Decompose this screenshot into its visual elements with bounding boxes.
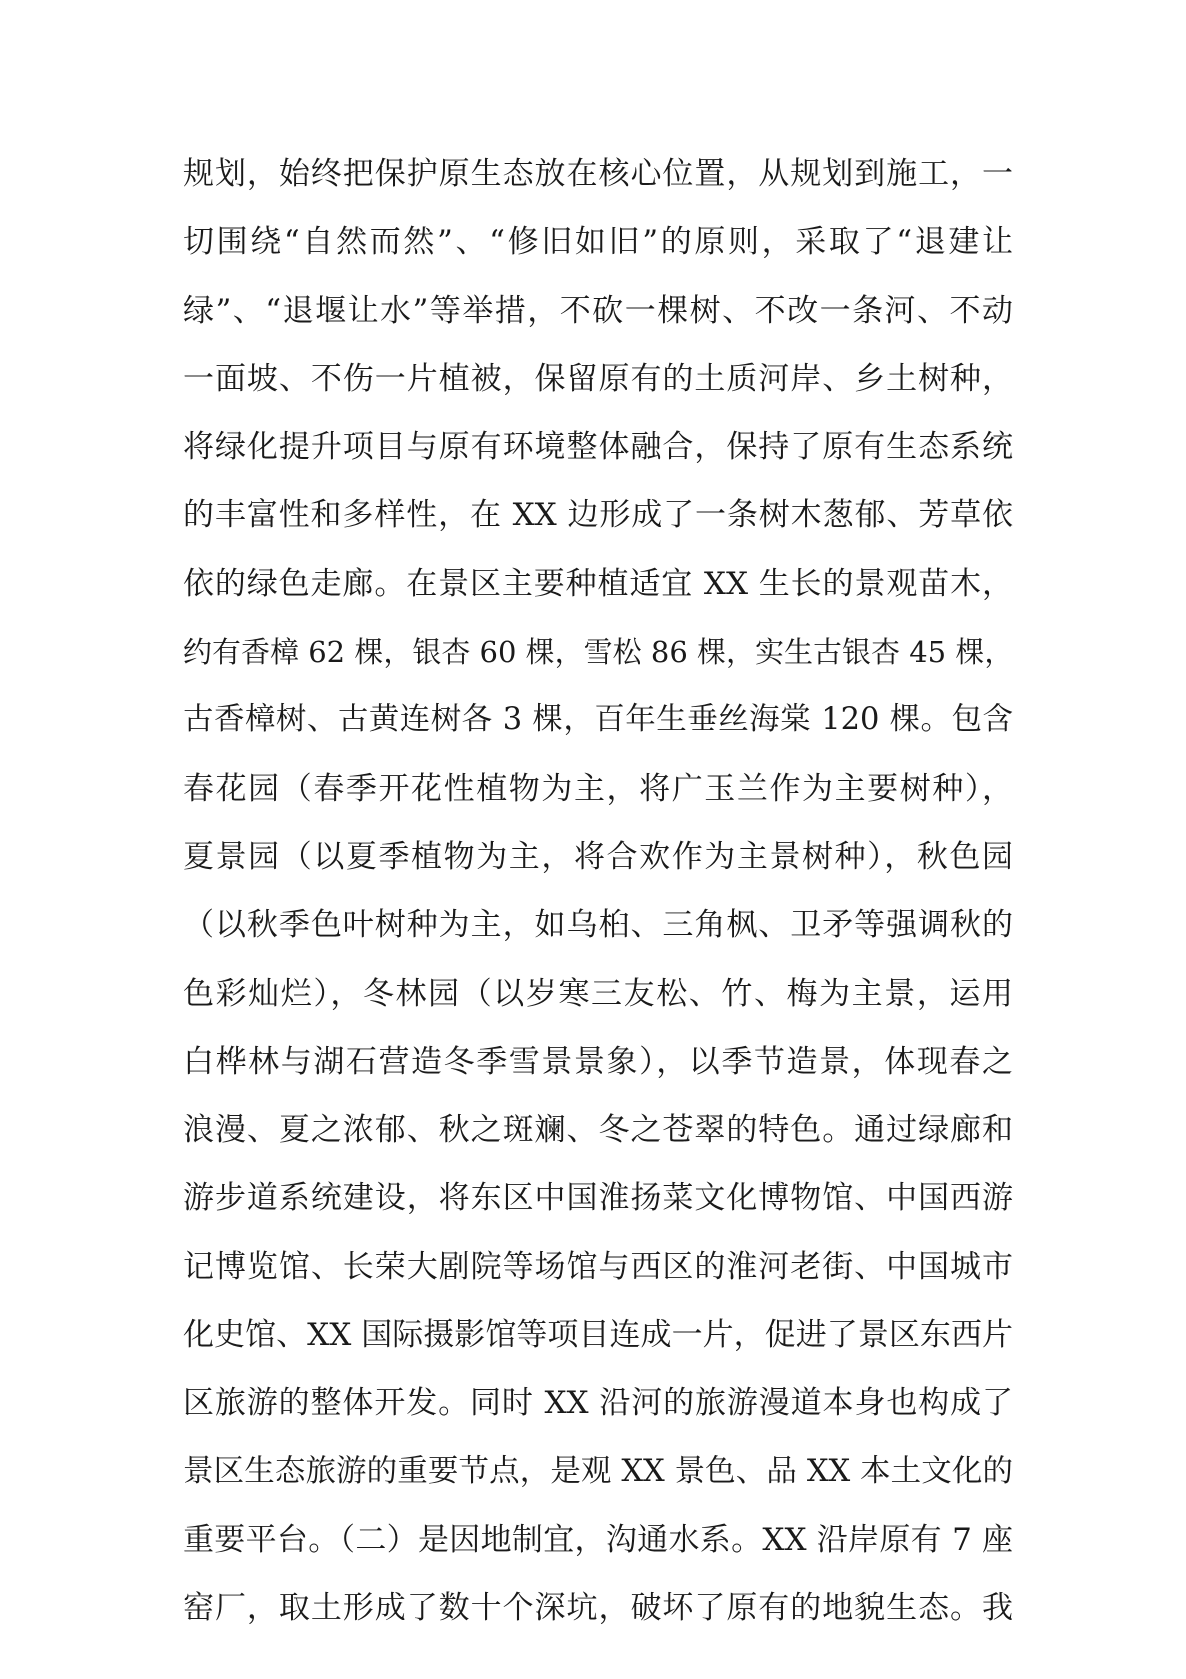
text-line-8: 约有香樟 62 棵，银杏 60 棵，雪松 86 棵，实生古银杏 45 棵， <box>183 635 1014 670</box>
text-line-13: 色彩灿烂），冬林园（以岁寒三友松、竹、梅为主景，运用 <box>183 975 1013 1012</box>
text-line-19: 区旅游的整体开发。同时 XX 沿河的旅游漫道本身也构成了 <box>183 1385 1013 1422</box>
text-line-4: 一面坡、不伤一片植被，保留原有的土质河岸、乡土树种， <box>183 360 1013 397</box>
text-line-22: 窑厂，取土形成了数十个深坑，破坏了原有的地貌生态。我 <box>183 1590 1013 1627</box>
text-line-1: 规划，始终把保护原生态放在核心位置，从规划到施工，一 <box>183 156 1013 192</box>
text-line-20: 景区生态旅游的重要节点，是观 XX 景色、品 XX 本土文化的 <box>183 1453 1013 1489</box>
text-line-10: 春花园（春季开花性植物为主，将广玉兰作为主要树种）， <box>183 770 1013 807</box>
text-line-15: 浪漫、夏之浓郁、秋之斑斓、冬之苍翠的特色。通过绿廊和 <box>183 1112 1013 1149</box>
text-line-11: 夏景园（以夏季植物为主，将合欢作为主景树种），秋色园 <box>183 838 1013 875</box>
text-line-3: 绿”、“退堰让水”等举措，不砍一棵树、不改一条河、不动 <box>183 292 1013 329</box>
text-line-2: 切围绕“自然而然”、“修旧如旧”的原则，采取了“退建让 <box>183 224 1013 261</box>
text-line-18: 化史馆、XX 国际摄影馆等项目连成一片，促进了景区东西片 <box>183 1317 1013 1354</box>
text-line-16: 游步道系统建设，将东区中国淮扬菜文化博物馆、中国西游 <box>183 1180 1013 1217</box>
text-line-5: 将绿化提升项目与原有环境整体融合，保持了原有生态系统 <box>183 429 1013 466</box>
text-line-21: 重要平台。（二）是因地制宜，沟通水系。XX 沿岸原有 7 座 <box>183 1521 1013 1558</box>
text-line-6: 的丰富性和多样性，在 XX 边形成了一条树木葱郁、芳草依 <box>183 497 1013 534</box>
text-line-12: （以秋季色叶树种为主，如乌桕、三角枫、卫矛等强调秋的 <box>183 907 1013 944</box>
text-line-17: 记博览馆、长荣大剧院等场馆与西区的淮河老街、中国城市 <box>183 1248 1013 1285</box>
body-paragraph <box>183 140 1013 1643</box>
text-line-7: 依的绿色走廊。在景区主要种植适宜 XX 生长的景观苗木， <box>183 565 1013 602</box>
text-line-14: 白桦林与湖石营造冬季雪景景象），以季节造景，体现春之 <box>183 1043 1013 1080</box>
text-line-9: 古香樟树、古黄连树各 3 棵，百年生垂丝海棠 120 棵。包含 <box>183 702 1013 738</box>
